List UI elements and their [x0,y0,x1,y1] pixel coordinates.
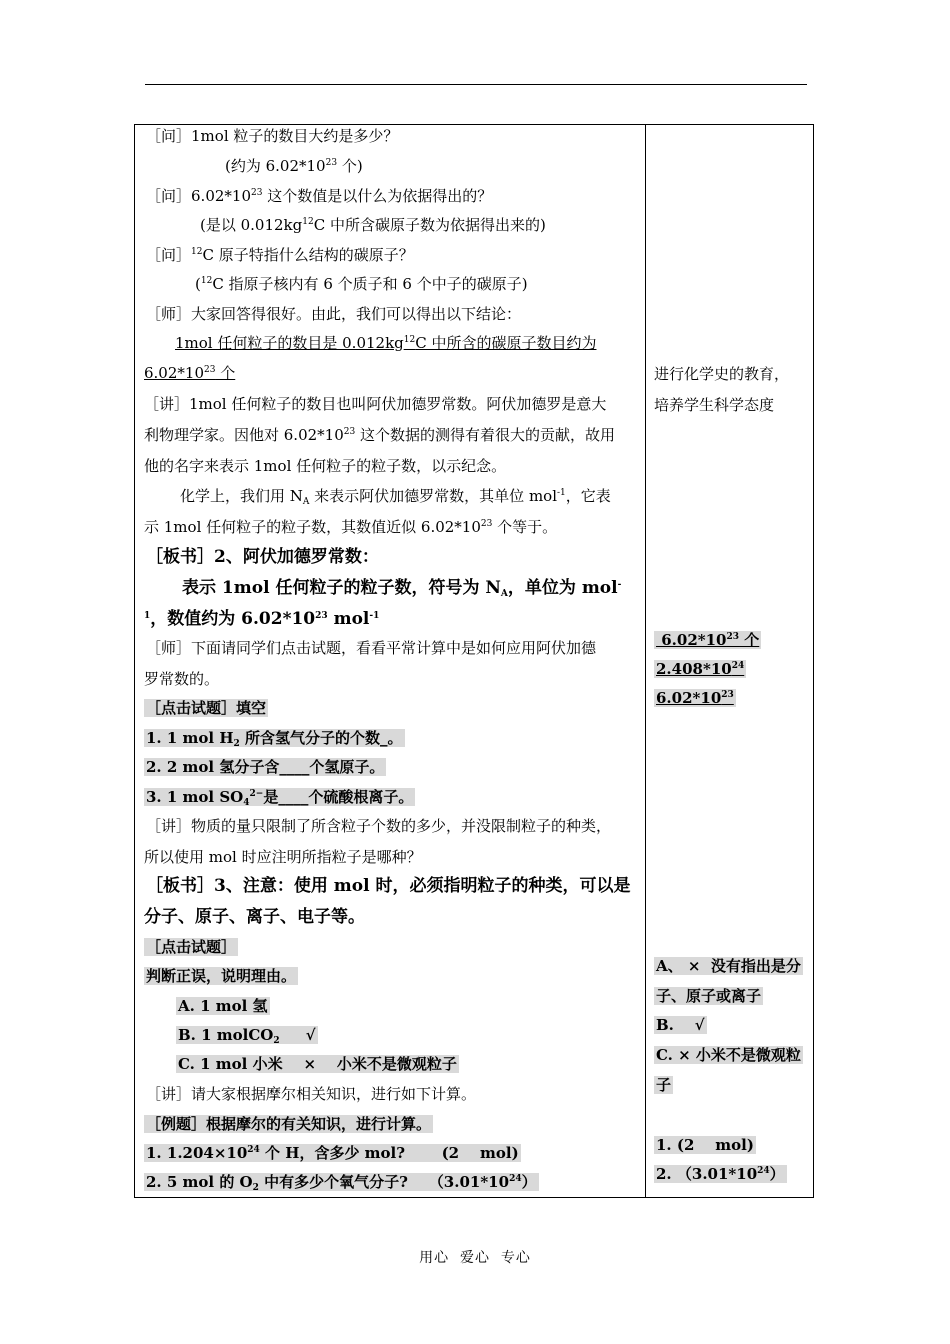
exercise-2-option-c: C. 1 mol 小米 × 小米不是微观粒子 [178,1055,457,1073]
blackboard-3-line-1: ［板书］3、注意：使用 mol 时，必须指明粒子的种类，可以是 [146,876,631,896]
blackboard-2-line-1: 表示 1mol 任何粒子的粒子数，符号为 $N_A$，单位为 mol- [182,578,622,599]
exercise-1-question-1: 1. 1 mol $H_2$ 所含氢气分子的个数_。 [146,729,403,749]
judge-answer-c-line-2: 子 [656,1076,672,1094]
column-divider [645,124,646,1198]
lecture-2-line-1: 化学上，我们用 $N_A$ 来表示阿伏加德罗常数，其单位 mol$^{-1}$，它表 [180,487,611,507]
header-rule [145,84,807,85]
lecture-1-line-3: 他的名字来表示 1mol 任何粒子的粒子数，以示纪念。 [144,457,507,475]
exercise-2-option-b: B. 1 molCO$_2$ √ [178,1026,316,1046]
calc-answer-1: 1. (2 mol) [656,1136,754,1154]
exercise-1-question-2: 2. 2 mol 氢分子含____个氢原子。 [146,758,385,776]
answer-fill-2: $2.408*10^{24}$ [656,660,745,678]
note-line-1: 进行化学史的教育， [654,365,790,383]
answer-2: (是以 $0.012kg^{12}C$ 中所含碳原子数为依据得出来的) [200,216,546,234]
blackboard-2-title: ［板书］2、阿伏加德罗常数： [146,547,379,567]
judge-answer-a-line-1: A、 × 没有指出是分 [656,957,801,975]
lecture-2-line-2: 示 1mol 任何粒子的粒子数，其数值近似 $6.02*10^{23}$ 个等于。 [144,518,558,536]
lecture-1-line-1: ［讲］1mol 任何粒子的数目也叫阿伏加德罗常数。阿伏加德罗是意大 [144,395,607,413]
blackboard-2-line-2: $^1$，数值约为 $6.02*10^{23}$ mol$^{-1}$ [144,609,380,629]
judge-answer-c-line-1: C. × 小米不是微观粒 [656,1046,801,1064]
example-title: ［例题］根据摩尔的有关知识，进行计算。 [146,1115,432,1133]
answer-1: (约为 $6.02*10^{23}$ 个) [225,157,363,175]
calc-answer-2: 2. $(3.01*10^{24})$ [656,1165,785,1183]
exercise-2-option-a: A. 1 mol 氢 [178,997,268,1015]
judge-answer-b: B. √ [656,1016,705,1034]
answer-3: ($^{12}$C 指原子核内有 6 个质子和 6 个中子的碳原子) [195,275,528,293]
teacher-remark-1: ［师］大家回答得很好。由此，我们可以得出以下结论： [146,305,522,323]
lecture-3-line-1: ［讲］物质的量只限制了所含粒子个数的多少，并没限制粒子的种类， [146,817,612,835]
conclusion-line-1: 1mol 任何粒子的数目是 $0.012kg^{12}C$ 中所含的碳原子数目约为 [175,334,597,352]
example-question-1: 1. $1.204\times 10^{24}$ 个 H，含多少 mol? (2 mol) [146,1144,519,1162]
conclusion-line-2: $6.02*10^{23}$ 个 [144,364,236,382]
judge-answer-a-line-2: 子、原子或离子 [656,987,762,1005]
exercise-2-intro: 判断正误，说明理由。 [146,967,297,985]
lecture-3-line-2: 所以使用 mol 时应注明所指粒子是哪种？ [144,848,422,866]
blackboard-3-line-2: 分子、原子、离子、电子等。 [144,907,365,927]
exercise-2-title: ［点击试题］ [146,938,237,956]
lecture-1-line-2: 利物理学家。因他对 $6.02*10^{23}$ 这个数据的测得有着很大的贡献，故用 [144,426,615,444]
question-2: ［问$]6.02*10^{23}$ 这个数值是以什么为依据得出的？ [146,187,493,205]
exercise-1-title: ［点击试题］填空 [146,699,267,717]
question-1: ［问］1mol 粒子的数目大约是多少？ [146,127,399,145]
question-3: ［问］$^{12}$C 原子特指什么结构的碳原子？ [146,246,414,264]
lecture-4: ［讲］请大家根据摩尔相关知识，进行如下计算。 [146,1085,477,1103]
note-line-2: 培养学生科学态度 [654,396,775,414]
answer-fill-1: $6.02*10^{23}$ 个 [656,631,760,649]
example-question-2: 2. 5 mol 的 $O_2$ 中有多少个氧气分子? $(3.01*10^{24})$ [146,1173,537,1193]
page-footer: 用心 爱心 专心 [419,1250,531,1266]
answer-fill-3: $6.02*10^{23}$ [656,689,734,707]
exercise-1-question-3: 3. 1 mol $SO_4^{2-}$是____个硫酸根离子。 [146,788,414,808]
teacher-remark-2-line-1: ［师］下面请同学们点击试题，看看平常计算中是如何应用阿伏加德 [146,639,597,657]
teacher-remark-2-line-2: 罗常数的。 [144,670,220,688]
